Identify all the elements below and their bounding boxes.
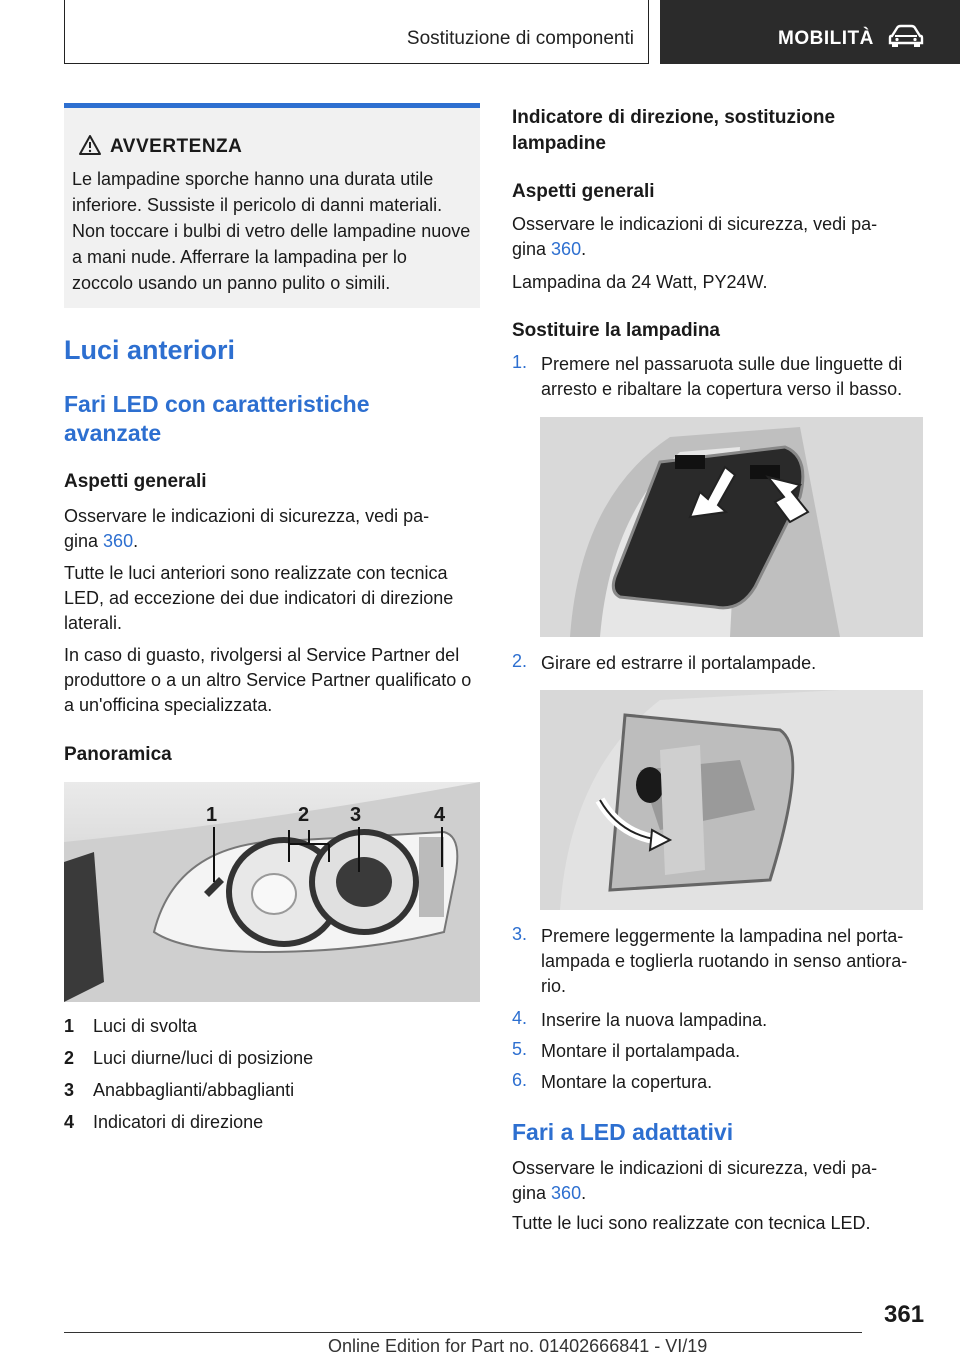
paragraph-led-info: Tutte le luci anteriori sono realizzate con tecnica LED, ad eccezione dei due indicatori di direzione laterali. (64, 563, 454, 633)
heading-aspetti-generali: Aspetti generali (64, 471, 207, 492)
step-number: 2. (512, 651, 528, 671)
paragraph-bulb-spec: Lampadina da 24 Watt, PY24W. (512, 272, 768, 292)
section-title: Sostituzione di componenti (406, 28, 634, 49)
heading-indicatore-direzione: Indicatore di direzione, sostituzione lampadine (512, 107, 836, 154)
heading-luci-anteriori: Luci anteriori (64, 335, 236, 365)
paragraph-safety-reference-led: Osservare le indicazioni di sicurezza, vedi pa- gina 360. (512, 1158, 878, 1203)
page-link-360[interactable]: 360 (103, 531, 134, 551)
warning-text: Le lampadine sporche hanno una durata utile inferiore. Sussiste il pericolo di danni materiali. Non toccare i bulbi di vetro delle lampadine nuove a mani nude. Afferrare la lampadina per lo zoccolo usando un panno pulito o simili. (72, 169, 471, 293)
step-text: Montare il portalampada. (541, 1041, 741, 1061)
heading-fari-led: Fari LED con caratteristiche avanzate (64, 391, 370, 446)
car-icon (888, 24, 924, 48)
step-number: 1. (512, 352, 528, 372)
warning-box (64, 103, 480, 308)
footer-edition: Online Edition for Part no. 01402666841 - VI/19 (328, 1336, 708, 1356)
chapter-title: MOBILITÀ (778, 28, 874, 49)
image-label-3: 3 (350, 804, 362, 826)
paragraph-service-info: In caso di guasto, rivolgersi al Service Partner del produttore o a un altro Service Partner qualificato o a un'officina specializzata. (64, 645, 472, 715)
warning-title: AVVERTENZA (110, 136, 243, 157)
header-section-tab (64, 0, 649, 64)
step-text: Montare la copertura. (541, 1072, 713, 1092)
step-text: Girare ed estrarre il portalampade. (541, 653, 817, 673)
warning-triangle-icon (78, 134, 102, 156)
heading-sostituire-lampadina: Sostituire la lampadina (512, 320, 720, 341)
step-number: 3. (512, 924, 528, 944)
cover-removal-image (540, 417, 923, 637)
page-link-360[interactable]: 360 (551, 1183, 582, 1203)
bulb-holder-image (540, 690, 923, 910)
step-number: 4. (512, 1008, 528, 1028)
step-text: Premere nel passaruota sulle due linguette di arresto e ribaltare la copertura verso il basso. (541, 354, 903, 399)
heading-fari-led-adattativi: Fari a LED adattativi (512, 1119, 734, 1145)
footer-divider (64, 1332, 862, 1333)
header-chapter-tab (660, 0, 960, 64)
page-number: 361 (884, 1301, 925, 1328)
step-text: Inserire la nuova lampadina. (541, 1010, 768, 1030)
step-text: Premere leggermente la lampadina nel porta-lampada e toglierla ruotando in senso antiora-rio. (541, 926, 908, 996)
heading-panoramica: Panoramica (64, 744, 172, 765)
image-label-1: 1 (206, 804, 218, 826)
step-number: 5. (512, 1039, 528, 1059)
step-number: 6. (512, 1070, 528, 1090)
image-label-4: 4 (434, 804, 446, 826)
headlight-overview-image (64, 782, 480, 1002)
paragraph-led-all: Tutte le luci sono realizzate con tecnica LED. (512, 1213, 871, 1233)
heading-aspetti-generali-right: Aspetti generali (512, 181, 655, 202)
paragraph-safety-reference: Osservare le indicazioni di sicurezza, vedi pa- gina 360. (64, 506, 430, 551)
image-label-2: 2 (298, 804, 310, 826)
paragraph-safety-reference-right: Osservare le indicazioni di sicurezza, vedi pa- gina 360. (512, 214, 878, 259)
page-link-360[interactable]: 360 (551, 239, 582, 259)
